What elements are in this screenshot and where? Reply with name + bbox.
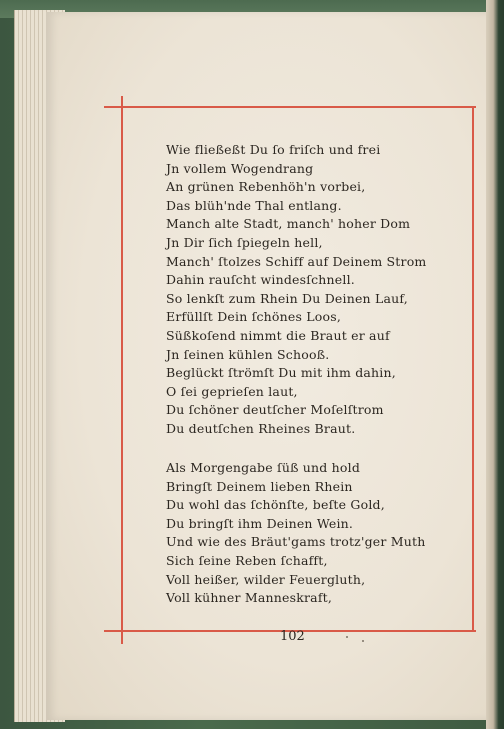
- verse-line: Jn ſeinen kühlen Schooß.: [166, 346, 330, 362]
- verse-line: Manch alte Stadt, manch' hoher Dom: [166, 216, 411, 232]
- verse-line: Du deutſchen Rheines Braut.: [166, 420, 356, 436]
- verse-line: Voll kühner Manneskraft,: [166, 590, 333, 606]
- red-frame-left: [121, 96, 123, 644]
- verse-line: O ſei geprieſen laut,: [166, 383, 298, 399]
- verse-line: Süßkoſend nimmt die Braut er auf: [166, 327, 390, 343]
- verse-line: Dahin rauſcht windesſchnell.: [166, 272, 355, 288]
- red-frame-top: [104, 106, 476, 108]
- verse-line: Du ſchöner deutſcher Moſelſtrom: [166, 402, 384, 418]
- page-number: 102: [280, 629, 305, 644]
- verse-line: Und wie des Bräut'gams trotz'ger Muth: [166, 534, 426, 550]
- stanza-1: [166, 141, 426, 439]
- verse-line: Jn vollem Wogendrang: [166, 160, 314, 176]
- verse-line: An grünen Rebenhöh'n vorbei,: [166, 179, 366, 195]
- verse-line: Du wohl das ſchönſte, beſte Gold,: [166, 497, 385, 513]
- verse-line: Erfüllſt Dein ſchönes Loos,: [166, 309, 342, 325]
- verse-line: Voll heißer, wilder Feuergluth,: [166, 571, 366, 587]
- verse-line: Sich ſeine Reben ſchafft,: [166, 552, 328, 568]
- stanza-2: [166, 459, 425, 608]
- verse-line: Das blüh'nde Thal entlang.: [166, 197, 342, 213]
- verse-line: Als Morgengabe ſüß und hold: [166, 460, 361, 475]
- paper-speck: [346, 636, 348, 638]
- verse-line: Bringſt Deinem lieben Rhein: [166, 478, 353, 494]
- verse-line: Jn Dir ſich ſpiegeln hell,: [166, 234, 323, 250]
- verse-line: So lenkſt zum Rhein Du Deinen Lauf,: [166, 290, 408, 306]
- verse-line: Manch' ſtolzes Schiff auf Deinem Strom: [166, 253, 427, 269]
- verse-line: Wie fließeßt Du ſo friſch und frei: [166, 142, 381, 157]
- red-frame-right: [472, 106, 474, 632]
- verse-line: Du bringſt ihm Deinen Wein.: [166, 515, 354, 531]
- book-cover-right: [486, 0, 504, 729]
- verse-line: Beglückt ſtrömſt Du mit ihm dahin,: [166, 365, 396, 381]
- paper-speck: [362, 640, 364, 642]
